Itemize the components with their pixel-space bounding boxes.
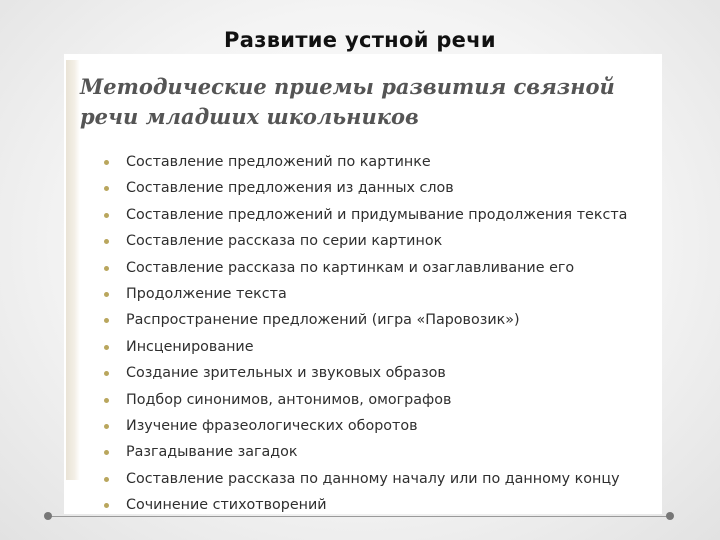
list-item xyxy=(98,390,658,416)
list-item-text: Сочинение стихотворений xyxy=(126,497,327,514)
list-item xyxy=(98,284,658,310)
list-item xyxy=(98,258,658,284)
list-item-text: Инсценирование xyxy=(126,338,254,355)
list-item-text: Разгадывание загадок xyxy=(126,444,298,461)
list-item xyxy=(98,231,658,257)
list-item xyxy=(98,442,658,468)
bullet-icon xyxy=(104,424,109,429)
list-item-text: Подбор синонимов, антонимов, омографов xyxy=(126,391,452,408)
bullet-icon xyxy=(104,450,109,455)
footer-divider xyxy=(48,516,670,517)
list-item xyxy=(98,469,658,495)
list-item-text: Продолжение текста xyxy=(126,285,287,302)
bullet-icon xyxy=(104,160,109,165)
bullet-icon xyxy=(104,503,109,508)
list-item-text: Составление предложения из данных слов xyxy=(126,180,454,197)
list-item xyxy=(98,416,658,442)
list-item xyxy=(98,337,658,363)
list-item-text: Составление рассказа по данному началу или по данному концу xyxy=(126,470,620,487)
page-edge-decoration xyxy=(66,60,80,480)
list-item-text: Распространение предложений (игра «Паровозик») xyxy=(126,312,520,329)
list-item xyxy=(98,363,658,389)
list-item-text: Изучение фразеологических оборотов xyxy=(126,417,418,434)
bullet-icon xyxy=(104,398,109,403)
list-item xyxy=(98,205,658,231)
content-heading: Методические приемы развития связной речи младших школьников xyxy=(80,74,615,129)
previous-slide-dot[interactable] xyxy=(44,512,52,520)
list-item-text: Создание зрительных и звуковых образов xyxy=(126,365,446,382)
list-item-text: Составление предложений и придумывание продолжения текста xyxy=(126,206,628,223)
list-item xyxy=(98,178,658,204)
bullet-icon xyxy=(104,239,109,244)
slide-title: Развитие устной речи xyxy=(224,28,496,52)
bullet-icon xyxy=(104,477,109,482)
bullet-icon xyxy=(104,292,109,297)
list-item xyxy=(98,495,658,521)
list-item-text: Составление рассказа по картинкам и озаглавливание его xyxy=(126,259,575,276)
bullet-icon xyxy=(104,371,109,376)
techniques-list xyxy=(98,152,658,521)
bullet-icon xyxy=(104,345,109,350)
list-item-text: Составление рассказа по серии картинок xyxy=(126,233,443,250)
list-item xyxy=(98,310,658,336)
next-slide-dot[interactable] xyxy=(666,512,674,520)
list-item xyxy=(98,152,658,178)
bullet-icon xyxy=(104,186,109,191)
bullet-icon xyxy=(104,266,109,271)
bullet-icon xyxy=(104,318,109,323)
list-item-text: Составление предложений по картинке xyxy=(126,154,431,170)
bullet-icon xyxy=(104,213,109,218)
